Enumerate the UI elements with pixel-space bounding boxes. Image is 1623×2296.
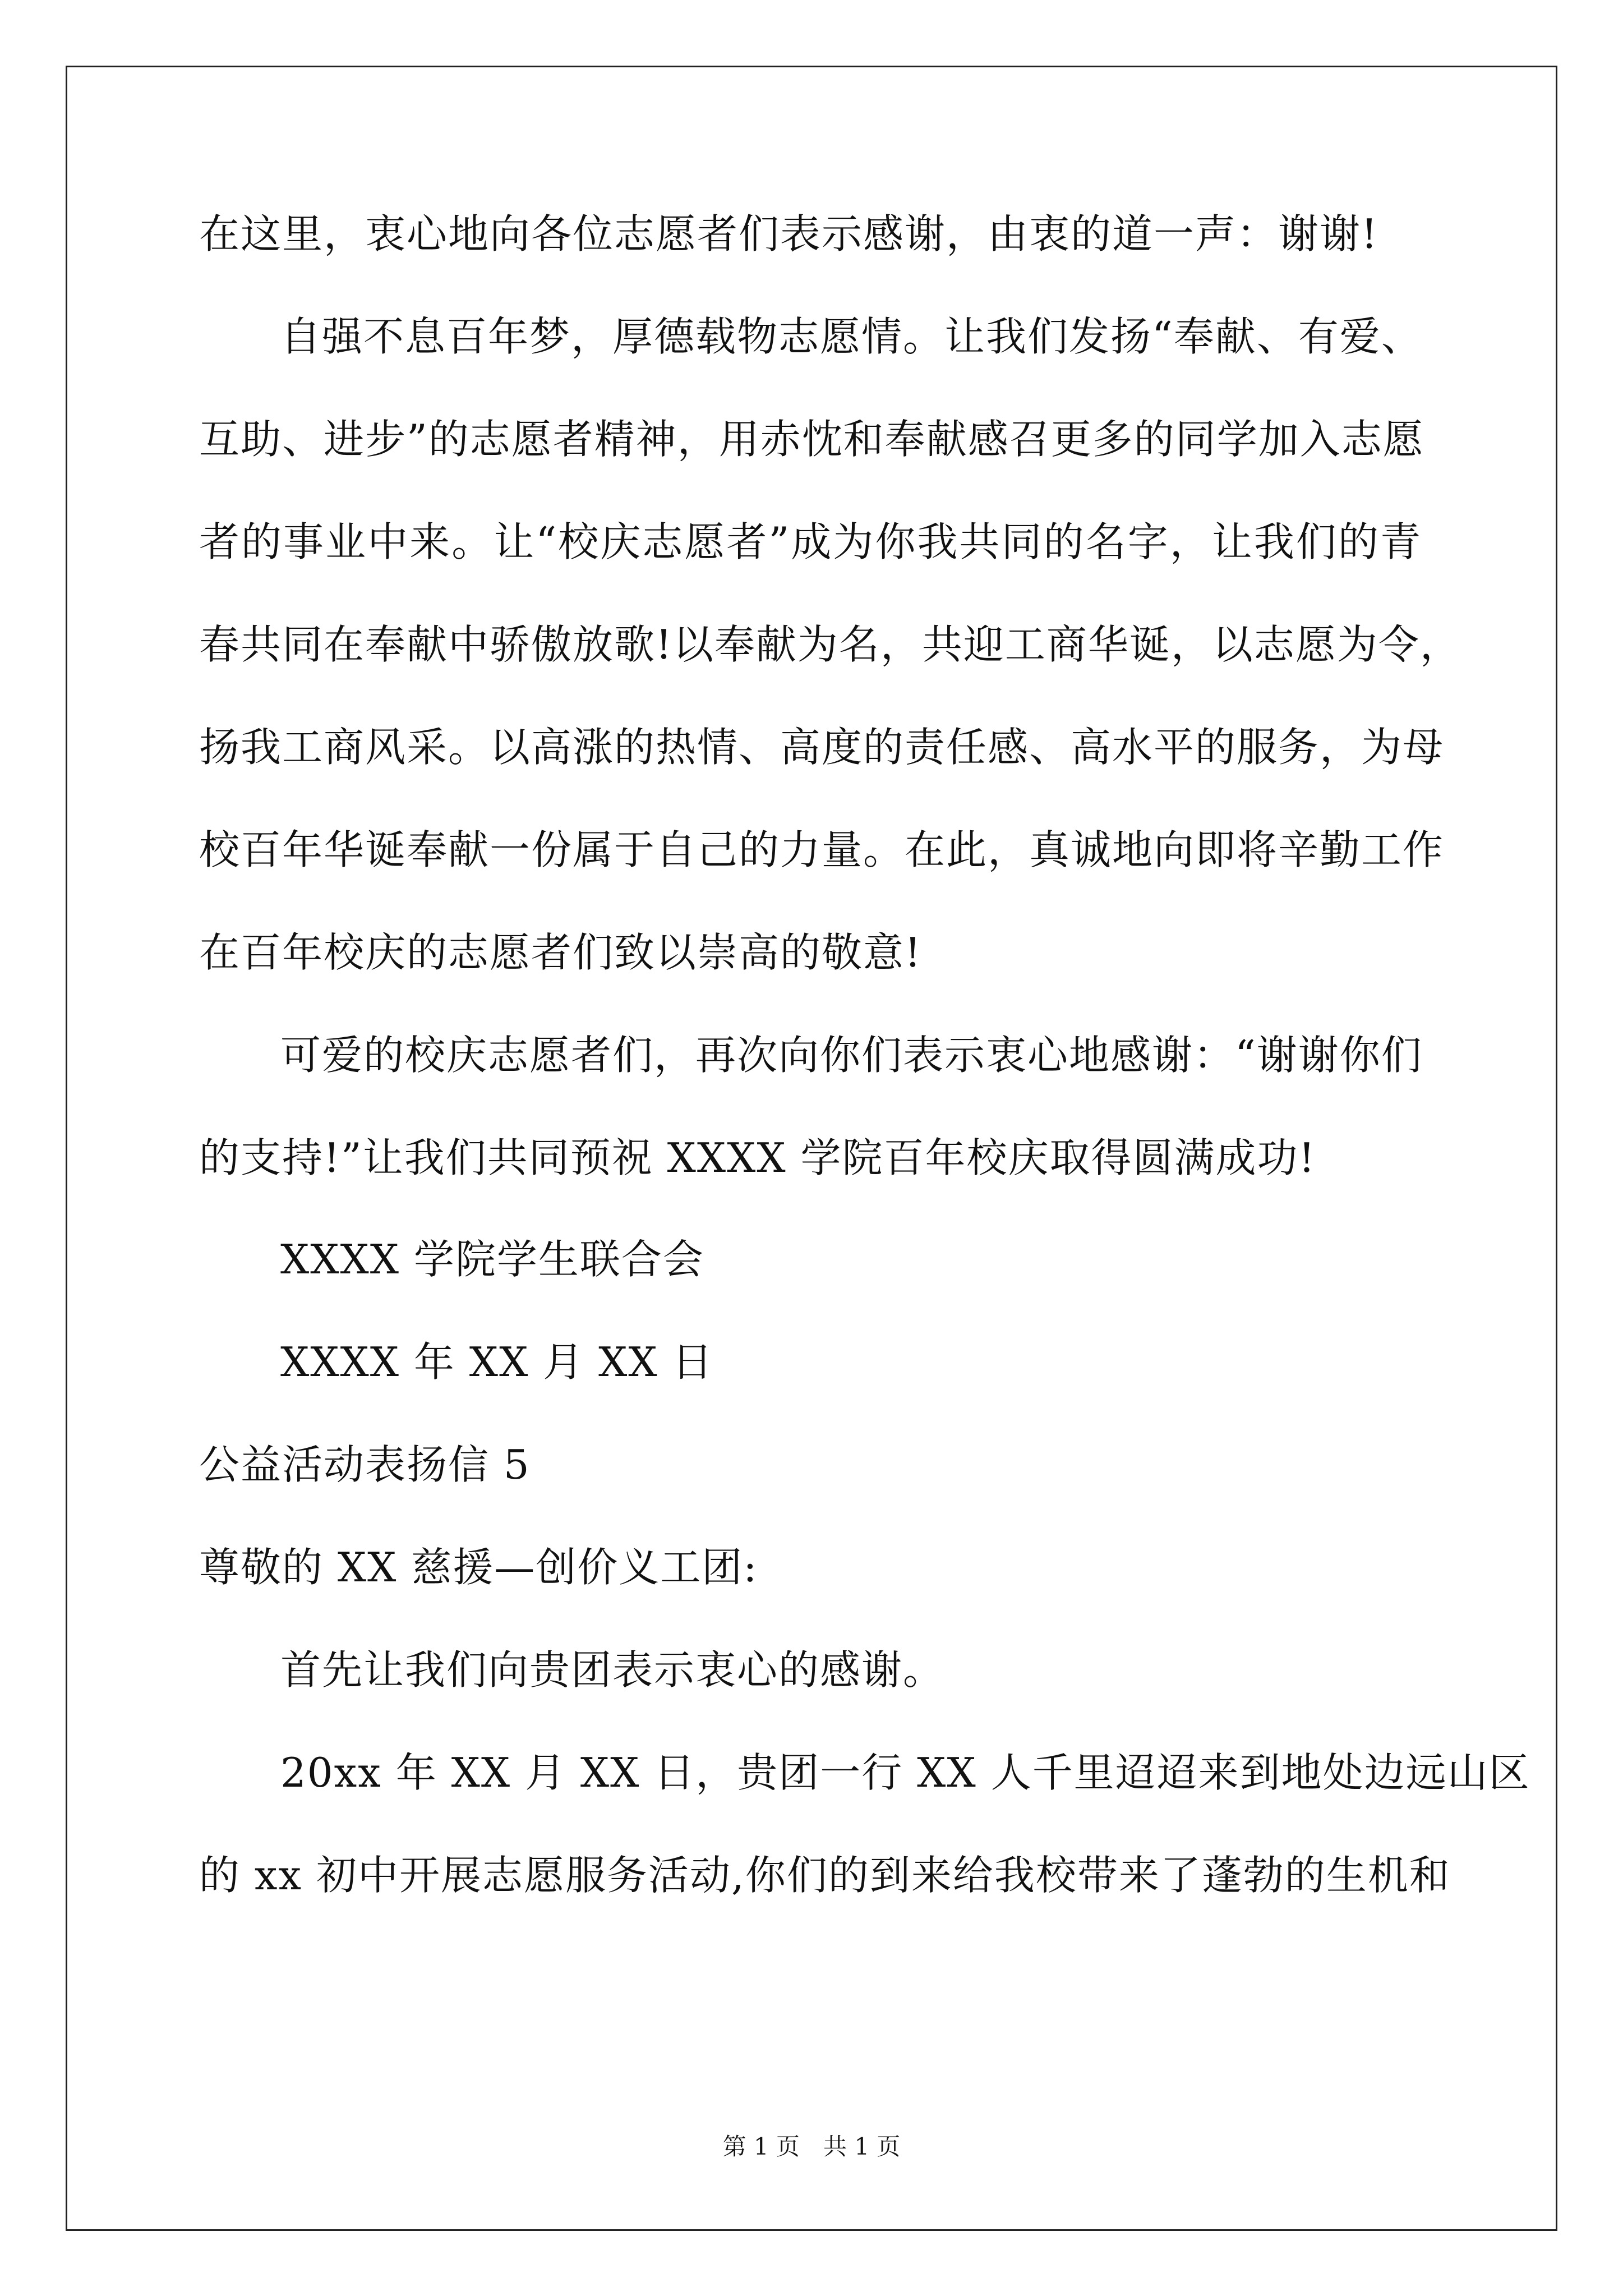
text-line: 自强不息百年梦，厚德载物志愿情。让我们发扬“奉献、有爱、 xyxy=(280,313,1423,360)
text-line: 者的事业中来。让“校庆志愿者”成为你我共同的名字，让我们的青 xyxy=(199,518,1422,565)
text-line: 扬我工商风采。以高涨的热情、高度的责任感、高水平的服务，为母 xyxy=(199,724,1445,771)
text-line: 可爱的校庆志愿者们，再次向你们表示衷心地感谢：“谢谢你们 xyxy=(280,1032,1423,1079)
salutation: 尊敬的 XX 慈援—创价义工团: xyxy=(199,1544,758,1591)
text-line: 20xx 年 XX 月 XX 日，贵团一行 XX 人千里迢迢来到地处边远山区 xyxy=(280,1749,1530,1796)
text-line: 在这里，衷心地向各位志愿者们表示感谢，由衷的道一声：谢谢! xyxy=(199,210,1378,257)
page-footer: 第 1 页 共 1 页 xyxy=(722,2133,901,2160)
text-line: 首先让我们向贵团表示衷心的感谢。 xyxy=(280,1646,945,1694)
signature-date: XXXX 年 XX 月 XX 日 xyxy=(280,1338,714,1386)
section-heading: 公益活动表扬信 5 xyxy=(199,1441,531,1488)
text-line: 的 xx 初中开展志愿服务活动,你们的到来给我校带来了蓬勃的生机和 xyxy=(199,1852,1451,1899)
text-line: 的支持!”让我们共同预祝 XXXX 学院百年校庆取得圆满成功! xyxy=(199,1134,1316,1181)
text-line: 互助、进步”的志愿者精神，用赤忱和奉献感召更多的同学加入志愿 xyxy=(199,416,1424,463)
text-line: 在百年校庆的志愿者们致以崇高的敬意! xyxy=(199,929,922,976)
signature-organization: XXXX 学院学生联合会 xyxy=(280,1236,704,1283)
text-line: 校百年华诞奉献一份属于自己的力量。在此，真诚地向即将辛勤工作 xyxy=(199,826,1445,873)
text-line: 春共同在奉献中骄傲放歌!以奉献为名，共迎工商华诞，以志愿为令， xyxy=(199,621,1461,668)
